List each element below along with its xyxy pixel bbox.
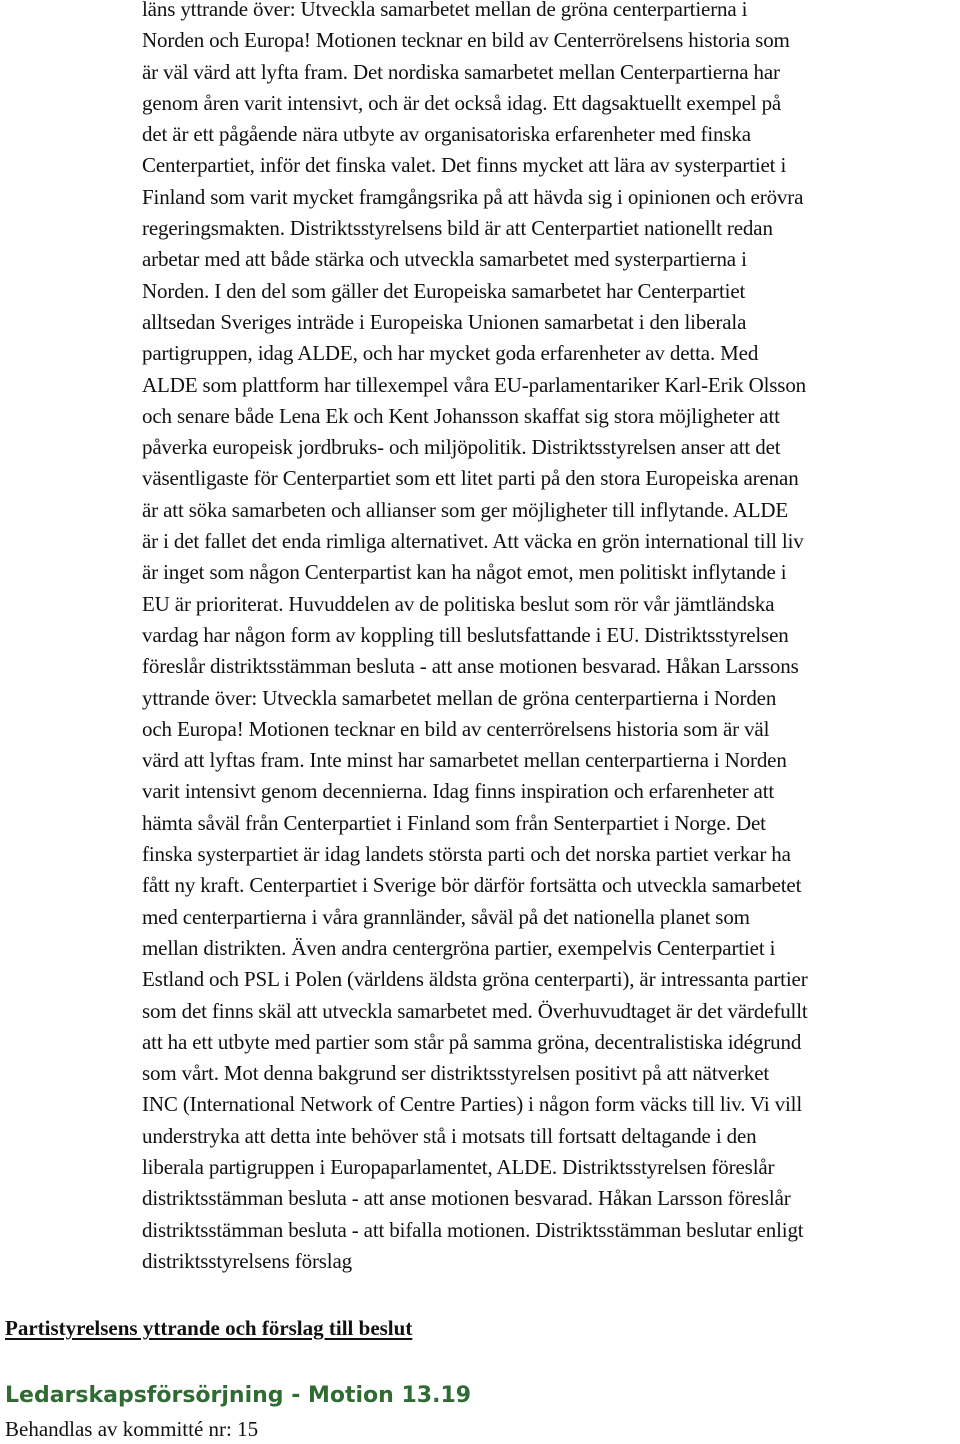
body-line: distriktsstämman besluta - att anse motionen besvarad. Håkan Larsson föreslår [142, 1186, 791, 1211]
body-line: med centerpartierna i våra grannländer, såväl på det nationella planet som [142, 904, 750, 929]
body-line: och senare både Lena Ek och Kent Johansson skaffat sig stora möjligheter att [142, 403, 780, 428]
body-line: distriktsstämman besluta - att bifalla motionen. Distriktsstämman beslutar enligt [142, 1217, 804, 1242]
body-line: hämta såväl från Centerpartiet i Finland som från Senterpartiet i Norge. Det [142, 810, 766, 835]
body-line: som det finns skäl att utveckla samarbetet med. Överhuvudtaget är det värdefullt [142, 998, 808, 1023]
body-line: yttrande över: Utveckla samarbetet mellan de gröna centerpartierna i Norden [142, 685, 777, 710]
body-line: Finland som varit mycket framgångsrika på att hävda sig i opinionen och erövra [142, 184, 804, 209]
section-heading: Partistyrelsens yttrande och förslag till beslut [5, 1316, 413, 1340]
body-line: Norden. I den del som gäller det Europeiska samarbetet har Centerpartiet [142, 278, 746, 303]
body-line: ALDE som plattform har tillexempel våra EU-parlamentariker Karl-Erik Olsson [142, 372, 807, 397]
body-line: som vårt. Mot denna bakgrund ser distriktsstyrelsen positivt på att nätverket [142, 1061, 770, 1086]
motion-title: Ledarskapsförsörjning - Motion 13.19 [5, 1383, 472, 1408]
body-line: regeringsmakten. Distriktsstyrelsens bild är att Centerpartiet nationellt redan [142, 216, 773, 241]
body-line: Estland och PSL i Polen (världens äldsta gröna centerparti), är intressanta partier [142, 967, 808, 992]
body-line: distriktsstyrelsens förslag [142, 1248, 353, 1273]
body-line: Norden och Europa! Motionen tecknar en bild av Centerrörelsens historia som [142, 28, 790, 53]
body-line: liberala partigruppen i Europaparlamentet, ALDE. Distriktsstyrelsen föreslår [142, 1154, 775, 1179]
body-line: understryka att detta inte behöver stå i motsats till fortsatt deltagande i den [142, 1123, 757, 1148]
body-line: är inget som någon Centerpartist kan ha något emot, men politiskt inflytande i [142, 560, 787, 585]
body-line: vardag har någon form av koppling till beslutsfattande i EU. Distriktsstyrelsen [142, 622, 789, 647]
body-line: mellan distrikten. Även andra centergröna partier, exempelvis Centerpartiet i [142, 935, 776, 960]
body-line: att ha ett utbyte med partier som står på samma gröna, decentralistiska idégrund [142, 1029, 802, 1054]
body-line: INC (International Network of Centre Parties) i någon form väcks till liv. Vi vill [142, 1092, 803, 1117]
body-line: är väl värd att lyfta fram. Det nordiska samarbetet mellan Centerpartierna har [142, 59, 780, 84]
body-line: läns yttrande över: Utveckla samarbetet mellan de gröna centerpartierna i [142, 0, 748, 21]
body-line: genom åren varit intensivt, och är det också idag. Ett dagsaktuellt exempel på [142, 90, 782, 115]
body-line: partigruppen, idag ALDE, och har mycket goda erfarenheter av detta. Med [142, 341, 759, 366]
body-line: arbetar med att både stärka och utveckla samarbetet med systerpartierna i [142, 247, 747, 272]
body-line: är i det fallet det enda rimliga alternativet. Att väcka en grön international till liv [142, 529, 804, 554]
body-line: och Europa! Motionen tecknar en bild av centerrörelsens historia som är väl [142, 716, 770, 741]
body-line: påverka europeisk jordbruks- och miljöpolitik. Distriktsstyrelsen anser att det [142, 435, 781, 460]
body-line: föreslår distriktsstämman besluta - att anse motionen besvarad. Håkan Larssons [142, 654, 799, 679]
body-line: finska systerpartiet är idag landets största parti och det norska partiet verkar ha [142, 842, 791, 867]
body-line: det är ett pågående nära utbyte av organisatoriska erfarenheter med finska [142, 122, 751, 147]
motion-body-text [142, 0, 960, 1277]
body-line: Centerpartiet, inför det finska valet. Det finns mycket att lära av systerpartiet i [142, 153, 787, 178]
body-line: alltsedan Sveriges inträde i Europeiska Unionen samarbetat i den liberala [142, 309, 747, 334]
body-line: är att söka samarbeten och allianser som ger möjligheter till inflytande. ALDE [142, 497, 789, 522]
body-line: EU är prioriterat. Huvuddelen av de politiska beslut som rör vår jämtländska [142, 591, 775, 616]
body-line: värd att lyftas fram. Inte minst har samarbetet mellan centerpartierna i Norden [142, 748, 787, 773]
body-line: fått ny kraft. Centerpartiet i Sverige bör därför fortsätta och utveckla samarbetet [142, 873, 802, 898]
body-line: varit intensivt genom decennierna. Idag finns inspiration och erfarenheter att [142, 779, 775, 804]
body-line: väsentligaste för Centerpartiet som ett litet parti på den stora Europeiska arenan [142, 466, 799, 491]
committee-line: Behandlas av kommitté nr: 15 [5, 1417, 259, 1441]
